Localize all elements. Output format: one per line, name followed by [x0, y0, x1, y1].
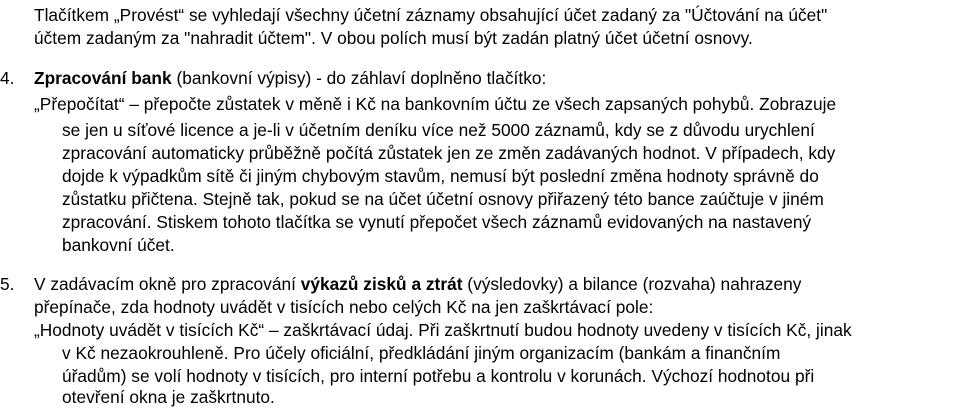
item4-line1-rest: (bankovní výpisy) - do záhlaví doplněno tlačítko: [171, 68, 547, 88]
item5-line-1: V zadávacím okně pro zpracování výkazů zisků a ztrát (výsledovky) a bilance (rozvaha) nahrazeny [34, 274, 802, 294]
item5-line-5: úřadům) se volí hodnoty v tisících, pro interní potřebu a kontrolu v korunách. Výchozí hodnotou při [62, 366, 815, 386]
item4-line-5: dojde k výpadkům sítě či jiným chybovým stavům, nemusí být poslední změna hodnoty správně do [62, 166, 819, 186]
intro-line-2 [34, 26, 753, 50]
item5-line-6: otevření okna je zaškrtnuto. [62, 387, 275, 407]
intro-text-1: Tlačítkem „Provést“ se vyhledají všechny účetní záznamy obsahující účet zadaný za "Účtování na účet" [34, 5, 828, 25]
prepocitat-description: „Přepočítat“ – přepočte zůstatek v měně i Kč na bankovním účtu ze všech zapsaných pohybů. [34, 94, 755, 114]
item4-title: Zpracování bank [34, 68, 172, 88]
item5-number: 5. [0, 274, 15, 294]
item4-line-2: „Přepočítat“ – přepočte zůstatek v měně i Kč na bankovním účtu ze všech zapsaných pohybů. Zobrazuje [34, 94, 837, 114]
hodnoty-option-description: „Hodnoty uvádět v tisících Kč“ – zaškrtávací údaj. [34, 320, 414, 340]
item4-number: 4. [0, 68, 15, 88]
item4-line-7: zpracování. Stiskem tohoto tlačítka se vynutí přepočet všech záznamů evidovaných na nastavený [62, 212, 812, 232]
item5-line-4: v Kč nezaokrouhleně. Pro účely oficiální, předkládání jiným organizacím (bankám a finančním [62, 343, 781, 363]
intro-line-1 [34, 3, 827, 27]
vykazy-title: výkazů zisků a ztrát [300, 274, 463, 294]
item4-line-6: zůstatku přičtena. Stejně tak, pokud se na účet účetní osnovy přiřazený této bance zaúčtuje v jiném [62, 189, 824, 209]
item4-line-4: zpracování automaticky průběžně počítá zůstatek jen ze změn zadávaných hodnot. V případech, kdy [62, 143, 836, 163]
intro-text-2: účtem zadaným za "nahradit účtem". V obou polích musí být zadán platný účet účetní osnovy. [34, 28, 753, 48]
item5-line-2: přepínače, zda hodnoty uvádět v tisících nebo celých Kč na jen zaškrtávací pole: [34, 297, 654, 317]
item4-line-3: se jen u síťové licence a je-li v účetním deníku více než 5000 záznamů, kdy se z důvodu urychlení [62, 120, 815, 140]
item4-line-8: bankovní účet. [62, 235, 175, 255]
item5-line-3: „Hodnoty uvádět v tisících Kč“ – zaškrtávací údaj. Při zaškrtnutí budou hodnoty uvedeny v tisících Kč, jinak [34, 320, 852, 340]
item4-line-1 [34, 66, 546, 90]
